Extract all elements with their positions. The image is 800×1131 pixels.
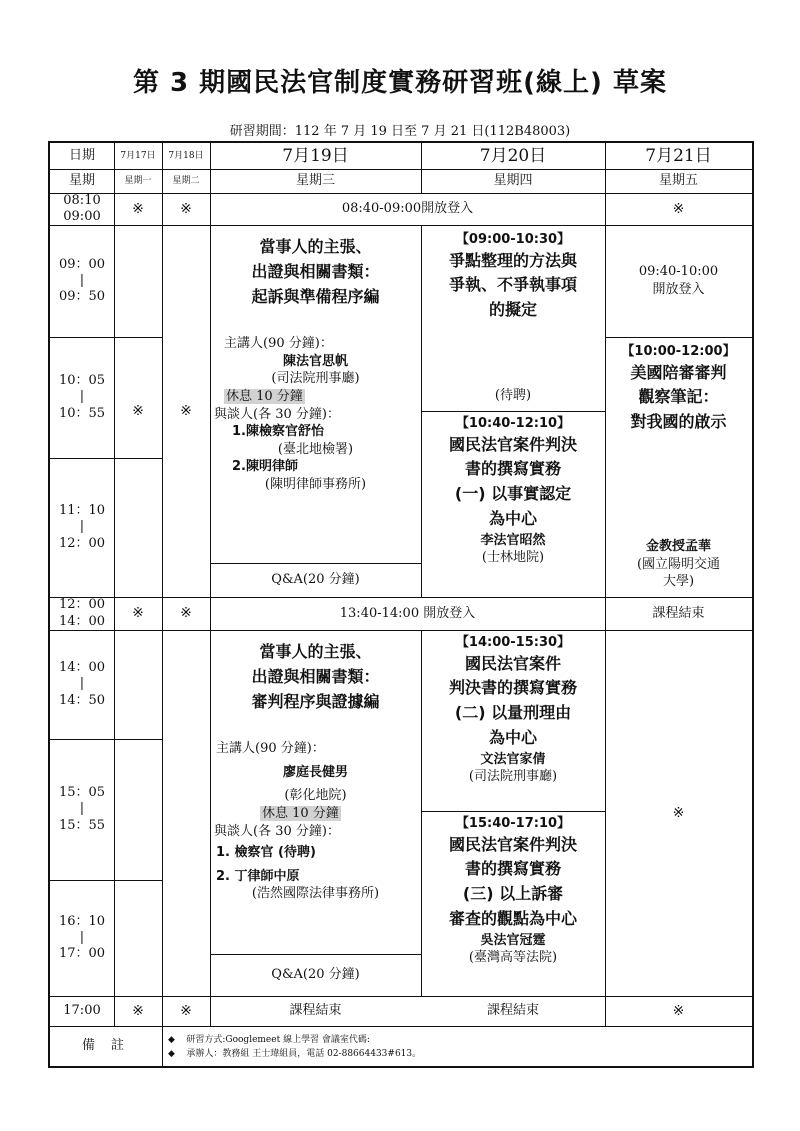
empty-mark: ※: [132, 200, 144, 217]
schedule-table: [48, 141, 754, 1068]
wed-am-session: 當事人的主張、 出證與相關書類： 起訴與準備程序編 主講人(90 分鐘)： 陳法官思帆 (司法院刑事廳) 休息 10 分鐘 與談人(各 30 分鐘)： 1.陳檢察官舒怡 (臺北地檢署) 2.陳明律師 (陳明律師事務所): [214, 237, 380, 492]
thu-session-2: 【10:40-12:10】 國民法官案件判決 書的撰寫實務 (一) 以事實認定 為中心 李法官昭然 (士林地院): [448, 416, 577, 566]
qa-label: Q&A(20 分鐘): [271, 572, 360, 588]
time-slot-1400: 14：00 | 14：50: [58, 660, 106, 708]
empty-mark: ※: [180, 605, 192, 622]
speaker-name: 陳法官思帆: [282, 353, 348, 369]
date-jul21: 7月21日: [645, 145, 712, 166]
time-slot-1110: 11：10 | 12：00: [58, 503, 106, 551]
notes-label: 備 註: [81, 1038, 131, 1054]
date-jul19: 7月19日: [282, 145, 349, 166]
break-label: 休息 10 分鐘: [262, 806, 339, 822]
date-jul18: 7月18日: [168, 150, 204, 161]
empty-mark: ※: [180, 402, 192, 419]
empty-mark: ※: [672, 804, 685, 821]
time-slot-1505: 15：05 | 15：55: [58, 785, 106, 833]
session-topic: 當事人的主張、: [259, 237, 372, 256]
time-slot-0810: 08:10 09:00: [63, 192, 101, 224]
empty-mark: ※: [180, 1002, 192, 1019]
time-slot-1700: 17:00: [63, 1003, 101, 1019]
weekday-header: 星期: [68, 173, 95, 189]
weekday-mon: 星期一: [124, 175, 152, 186]
date-header: 日期: [68, 148, 95, 164]
login-notice-pm: 13:40-14:00 開放登入: [339, 605, 476, 621]
training-period: 研習期間：112 年 7 月 19 日至 7 月 21 日(112B48003): [229, 124, 571, 139]
weekday-thu: 星期四: [493, 173, 533, 189]
break-label: 休息 10 分鐘: [226, 389, 303, 405]
thu-session-1: 【09:00-10:30】 爭點整理的方法與 爭執、不爭執事項 的擬定 (待聘): [448, 232, 577, 404]
empty-mark: ※: [672, 1002, 685, 1019]
thu-session-3: 【14:00-15:30】 國民法官案件 判決書的撰寫實務 (二) 以量刑理由 為中心 文法官家倩 (司法院刑事廳): [448, 635, 577, 785]
document-title: 第 3 期國民法官制度實務研習班(線上) 草案: [132, 68, 667, 98]
empty-mark: ※: [180, 200, 192, 217]
time-slot-1610: 16：10 | 17：00: [58, 913, 106, 962]
weekday-wed: 星期三: [295, 173, 335, 189]
fri-course-end: 課程結束: [652, 605, 705, 621]
fri-session: 【10:00-12:00】 美國陪審審判 觀察筆記： 對我國的啟示 金教授孟華 (國立陽明交通 大學): [621, 344, 736, 590]
wed-pm-session: 當事人的主張、 出證與相關書類： 審判程序與證據編 主講人(90 分鐘)： 廖庭長健男 (彰化地院) 休息 10 分鐘 與談人(各 30 分鐘)： 1. 檢察官 (待聘) 2. 丁律師中原 (浩然國際法律事務所): [214, 642, 380, 902]
time-slot-1200: 12：00 14：00: [58, 597, 106, 629]
empty-mark: ※: [132, 402, 144, 419]
login-notice-am: 08:40-09:00開放登入: [341, 201, 474, 217]
time-slot-0900: 09：00 | 09：50: [58, 256, 106, 305]
qa-label: Q&A(20 分鐘): [271, 967, 360, 983]
notes-content: ◆ 研習方式:Googlemeet 線上學習 會議室代碼: ◆ 承辦人：教務組 王士瑋組員，電話 02-88664433#613。: [168, 1035, 422, 1060]
date-jul17: 7月17日: [120, 150, 156, 161]
empty-mark: ※: [132, 605, 144, 622]
fri-login-notice: 09:40-10:00 開放登入: [638, 264, 719, 297]
bullet-icon: ◆: [168, 1035, 175, 1045]
weekday-fri: 星期五: [658, 173, 698, 189]
empty-mark: ※: [672, 200, 685, 217]
bullet-icon: ◆: [168, 1049, 175, 1060]
time-slot-1005: 10：05 | 10：55: [58, 373, 106, 421]
empty-mark: ※: [132, 1002, 144, 1019]
thu-session-4: 【15:40-17:10】 國民法官案件判決 書的撰寫實務 (三) 以上訴審 審查的觀點為中心 吳法官冠霆 (臺灣高等法院): [448, 816, 577, 966]
weekday-tue: 星期二: [172, 175, 200, 186]
date-jul20: 7月20日: [479, 145, 547, 166]
wed-course-end: 課程結束: [289, 1003, 342, 1019]
thu-course-end: 課程結束: [486, 1003, 539, 1019]
